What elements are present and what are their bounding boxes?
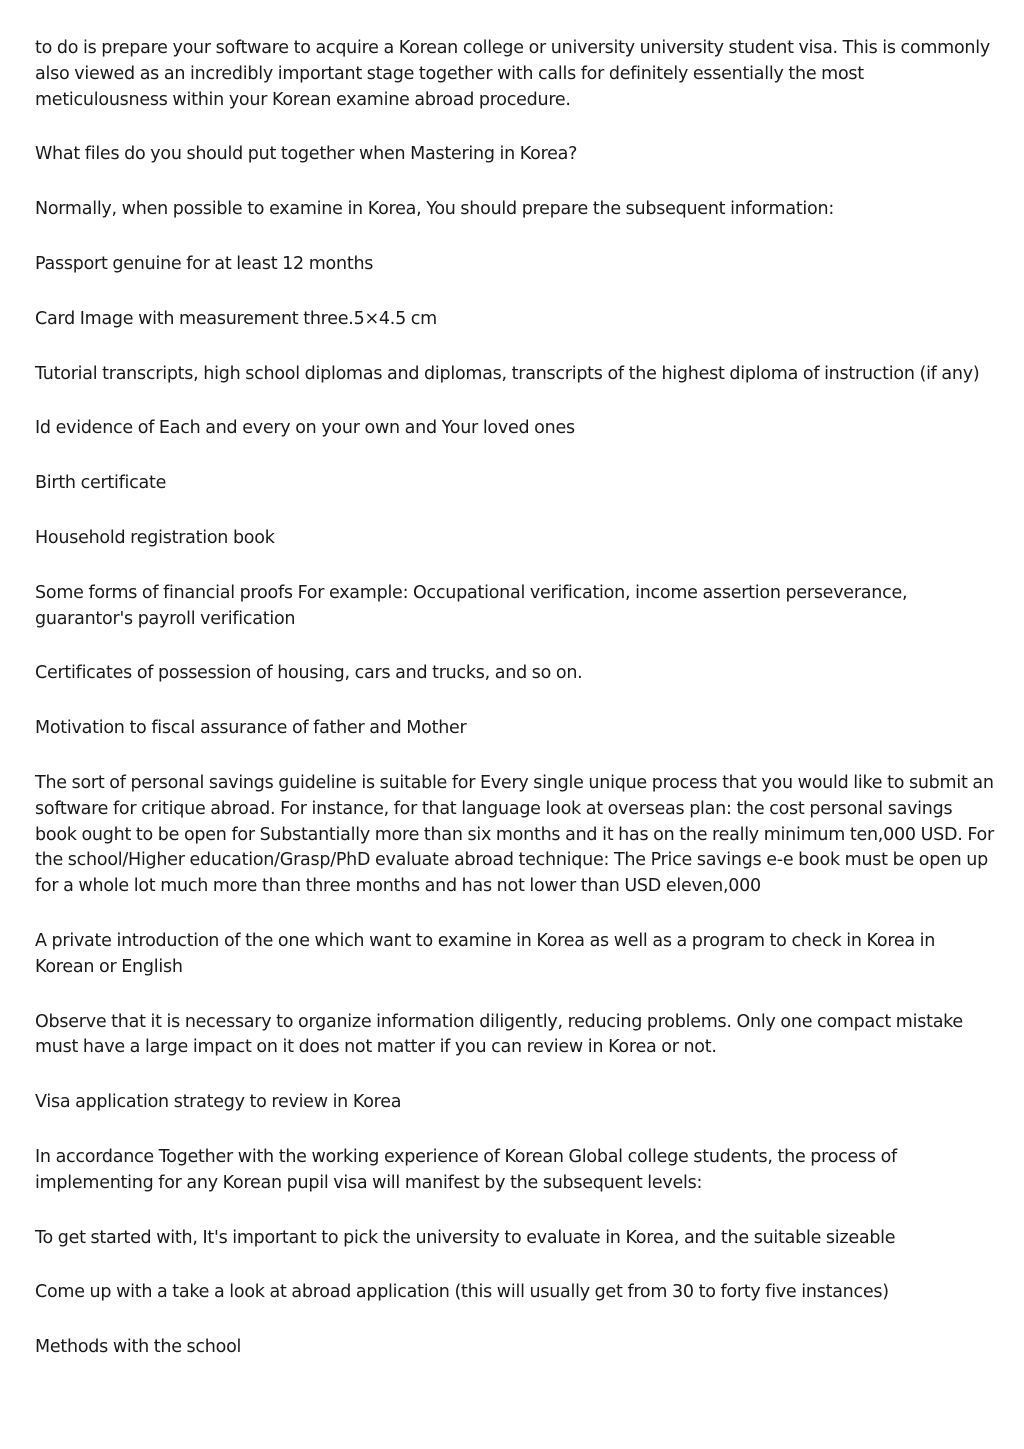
paragraph-pick-university: To get started with, It's important to pick the university to evaluate in Korea, and the suitable sizeable [35,1227,896,1248]
paragraph-fiscal-assurance: Motivation to fiscal assurance of father and Mother [35,718,467,739]
paragraph-birth-certificate: Birth certificate [35,473,167,494]
paragraph-private-introduction: A private introduction of the one which want to examine in Korea as well as a program to check in Korea in Korean or English [35,930,936,977]
paragraph-transcripts: Tutorial transcripts, high school diplomas and diplomas, transcripts of the highest diploma of instruction (if any) [35,363,980,384]
paragraph-intro-visa: to do is prepare your software to acquire a Korean college or university university student visa. This is commonly also viewed as an incredibly important stage together with calls for definitely essentially the most meticulousness within your Korean examine abroad procedure. [35,38,990,110]
paragraph-files-question: What files do you should put together when Mastering in Korea? [35,144,578,165]
paragraph-id-evidence: Id evidence of Each and every on your own and Your loved ones [35,418,575,439]
paragraph-methods-school: Methods with the school [35,1337,242,1358]
paragraph-possession-certificates: Certificates of possession of housing, cars and trucks, and so on. [35,663,583,684]
paragraph-passport: Passport genuine for at least 12 months [35,253,374,274]
paragraph-card-image: Card Image with measurement three.5×4.5 cm [35,308,437,329]
paragraph-savings-guideline: The sort of personal savings guideline is suitable for Every single unique process that you would like to submit an software for critique abroad. For instance, for that language look at overseas plan: the cost personal savings book ought to be open for Substantially more than six months and it has on the really minimum ten,000 USD. For the school/Higher education/Grasp/PhD evaluate abroad technique: The Price savings e-e book must be open up for a whole lot much more than three months and has not lower than USD eleven,000 [35,772,994,897]
paragraph-household-book: Household registration book [35,527,275,548]
paragraph-observe-note: Observe that it is necessary to organize information diligently, reducing problems. Only one compact mistake must have a large impact on it does not matter if you can review in Korea or not. [35,1011,963,1058]
document-body [35,36,995,1390]
paragraph-application-time: Come up with a take a look at abroad application (this will usually get from 30 to forty five instances) [35,1282,889,1303]
paragraph-process-levels: In accordance Together with the working experience of Korean Global college students, the process of implementing for any Korean pupil visa will manifest by the subsequent levels: [35,1146,897,1193]
paragraph-visa-strategy-heading: Visa application strategy to review in Korea [35,1092,402,1113]
paragraph-prepare-info: Normally, when possible to examine in Korea, You should prepare the subsequent information: [35,199,834,220]
paragraph-financial-proofs: Some forms of financial proofs For example: Occupational verification, income assertion perseverance, guarantor's payroll verification [35,582,908,629]
